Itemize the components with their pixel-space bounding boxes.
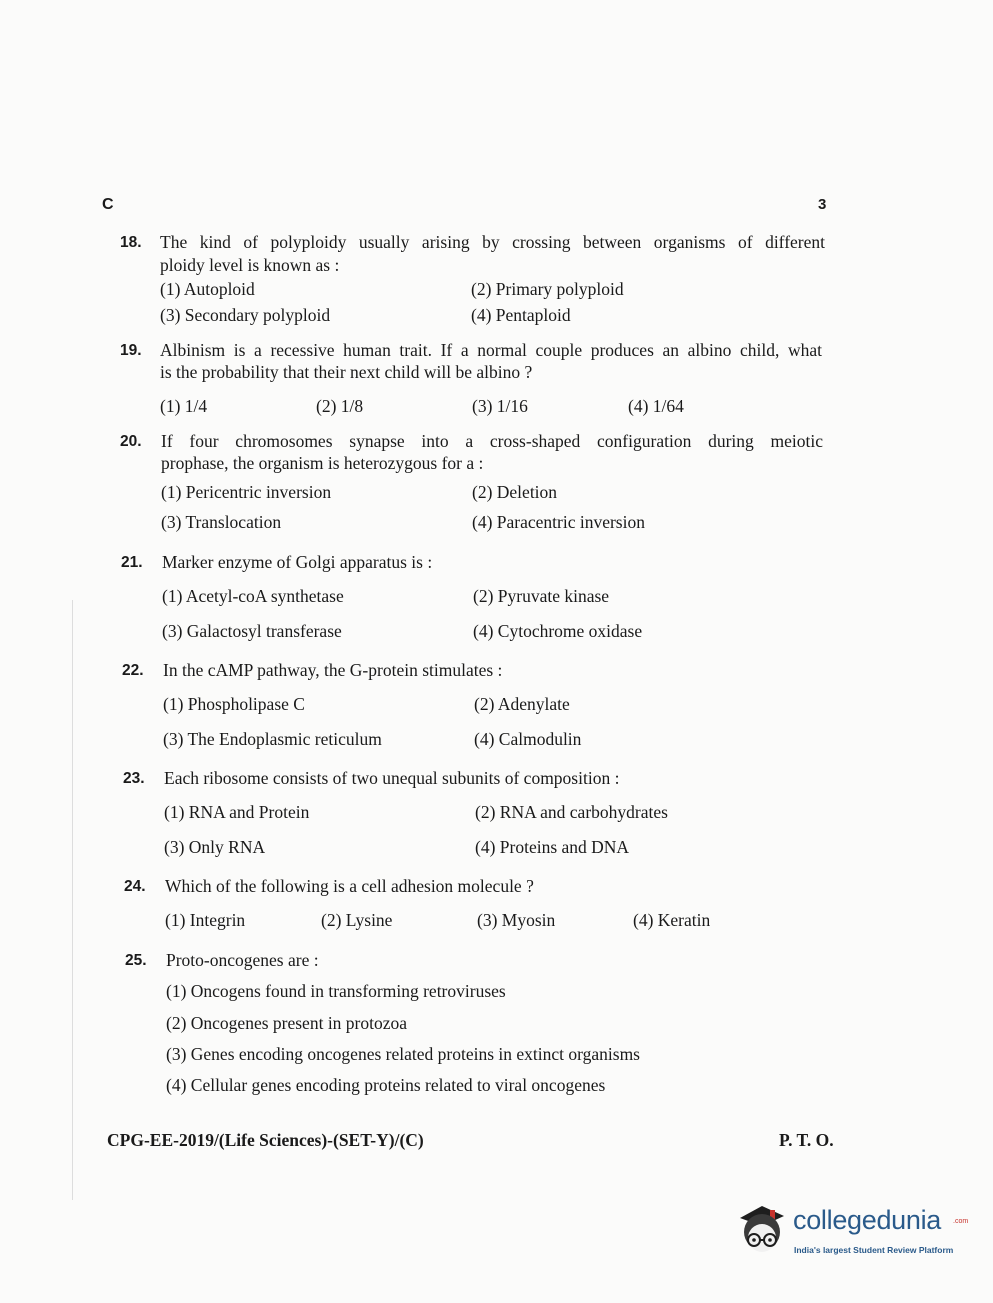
option-4: (4) 1/64 — [628, 396, 684, 416]
option-4: (4) Proteins and DNA — [475, 837, 630, 857]
scan-margin-line — [72, 600, 73, 1200]
option-3: (3) Only RNA — [164, 837, 266, 857]
pto-label: P. T. O. — [779, 1130, 834, 1150]
question-number: 23. — [123, 770, 145, 787]
option-2: (2) Primary polyploid — [471, 279, 624, 299]
option-3: (3) Secondary polyploid — [160, 305, 331, 325]
question-text: is the probability that their next child will be albino ? — [160, 362, 533, 382]
page-number: 3 — [818, 196, 827, 213]
option-4: (4) Calmodulin — [474, 729, 582, 749]
brand-name: collegedunia — [793, 1205, 942, 1235]
question-number: 19. — [120, 342, 142, 359]
question-text: If four chromosomes synapse into a cross-shaped configuration during meiotic — [161, 431, 823, 451]
option-2: (2) 1/8 — [316, 396, 364, 416]
question-number: 24. — [124, 878, 146, 895]
question-number: 20. — [120, 433, 142, 450]
option-3: (3) Genes encoding oncogenes related proteins in extinct organisms — [166, 1044, 640, 1064]
question-number: 22. — [122, 662, 144, 679]
option-1: (1) Acetyl-coA synthetase — [162, 586, 344, 606]
question-text: ploidy level is known as : — [160, 255, 340, 275]
question-text: Albinism is a recessive human trait. If a normal couple produces an albino child, what — [160, 340, 822, 360]
question-number: 25. — [125, 952, 147, 969]
option-1: (1) Oncogens found in transforming retroviruses — [166, 981, 506, 1001]
option-2: (2) Lysine — [321, 910, 393, 930]
option-2: (2) Adenylate — [474, 694, 570, 714]
question-number: 21. — [121, 554, 143, 571]
brand-tagline: India's largest Student Review Platform — [794, 1245, 954, 1255]
brand-suffix: .com — [953, 1218, 969, 1225]
question-text: Each ribosome consists of two unequal subunits of composition : — [164, 768, 620, 788]
option-1: (1) Autoploid — [160, 279, 255, 299]
question-text: Which of the following is a cell adhesion molecule ? — [165, 876, 534, 896]
set-letter: C — [102, 196, 114, 213]
paper-code: CPG-EE-2019/(Life Sciences)-(SET-Y)/(C) — [107, 1130, 424, 1150]
option-2: (2) Pyruvate kinase — [473, 586, 610, 606]
option-2: (2) RNA and carbohydrates — [475, 802, 668, 822]
option-4: (4) Cytochrome oxidase — [473, 621, 643, 641]
option-3: (3) Translocation — [161, 512, 282, 532]
option-4: (4) Keratin — [633, 910, 711, 930]
option-3: (3) Galactosyl transferase — [162, 621, 342, 641]
option-2: (2) Oncogenes present in protozoa — [166, 1013, 408, 1033]
option-4: (4) Cellular genes encoding proteins related to viral oncogenes — [166, 1075, 606, 1095]
option-2: (2) Deletion — [472, 482, 558, 502]
option-3: (3) Myosin — [477, 910, 556, 930]
question-text: prophase, the organism is heterozygous for a : — [161, 453, 484, 473]
option-1: (1) Phospholipase C — [163, 694, 305, 714]
question-text: The kind of polyploidy usually arising by crossing between organisms of different — [160, 232, 825, 252]
option-1: (1) Integrin — [165, 910, 246, 930]
option-3: (3) 1/16 — [472, 396, 528, 416]
question-number: 18. — [120, 234, 142, 251]
option-1: (1) 1/4 — [160, 396, 208, 416]
option-3: (3) The Endoplasmic reticulum — [163, 729, 382, 749]
option-4: (4) Paracentric inversion — [472, 512, 645, 532]
option-1: (1) RNA and Protein — [164, 802, 310, 822]
question-text: Marker enzyme of Golgi apparatus is : — [162, 552, 433, 572]
option-1: (1) Pericentric inversion — [161, 482, 332, 502]
question-text: Proto-oncogenes are : — [166, 950, 319, 970]
question-text: In the cAMP pathway, the G-protein stimulates : — [163, 660, 503, 680]
option-4: (4) Pentaploid — [471, 305, 571, 325]
